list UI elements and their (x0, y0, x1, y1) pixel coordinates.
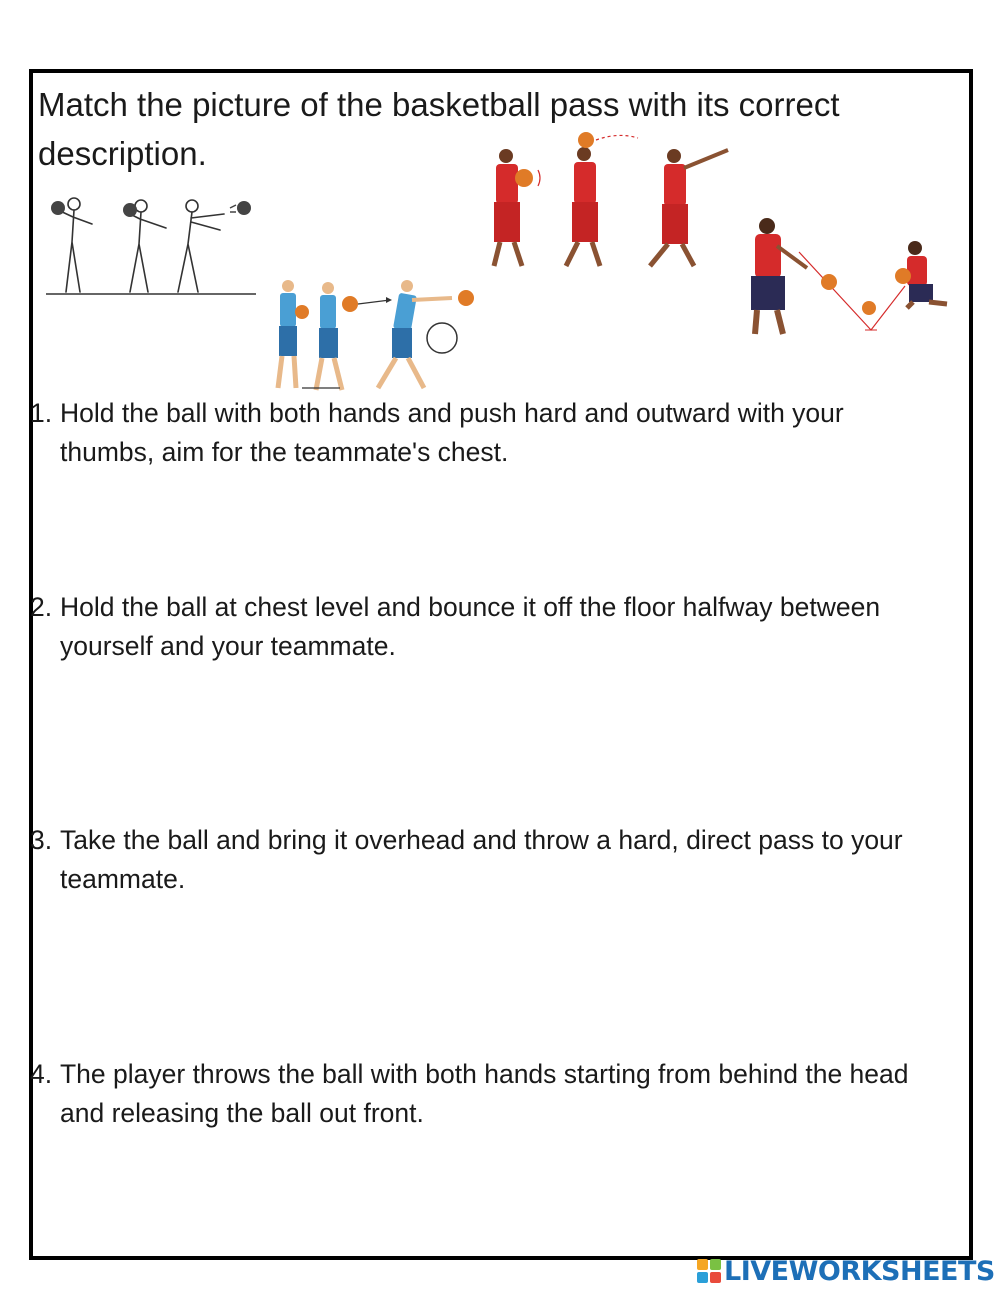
question-text: Hold the ball with both hands and push hard and outward with your thumbs, aim for the teammate's chest. (60, 398, 844, 467)
question-text: Hold the ball at chest level and bounce it off the floor halfway between yourself and your teammate. (60, 592, 881, 661)
logo-text: LIVEWORKSHEETS (724, 1255, 995, 1287)
bounce-pass-image (737, 212, 962, 342)
chest-pass-image (262, 276, 477, 400)
question-number: 2. (30, 592, 53, 622)
question-text: The player throws the ball with both hands starting from behind the head and releasing the ball out front. (60, 1059, 909, 1128)
logo-squares-icon (697, 1259, 721, 1283)
overhead-pass-sketch-image (44, 182, 259, 302)
question-number: 4. (30, 1059, 53, 1089)
overhead-pass-photo-image (478, 132, 743, 272)
question-item-3 (30, 821, 940, 899)
question-number: 1. (30, 398, 53, 428)
question-item-4 (30, 1055, 940, 1133)
liveworksheets-logo[interactable] (697, 1255, 995, 1287)
question-item-1 (30, 394, 940, 472)
question-number: 3. (30, 825, 53, 855)
worksheet-title: Match the picture of the basketball pass with its correct description. (38, 86, 840, 172)
question-text: Take the ball and bring it overhead and throw a hard, direct pass to your teammate. (60, 825, 903, 894)
question-item-2 (30, 588, 940, 666)
